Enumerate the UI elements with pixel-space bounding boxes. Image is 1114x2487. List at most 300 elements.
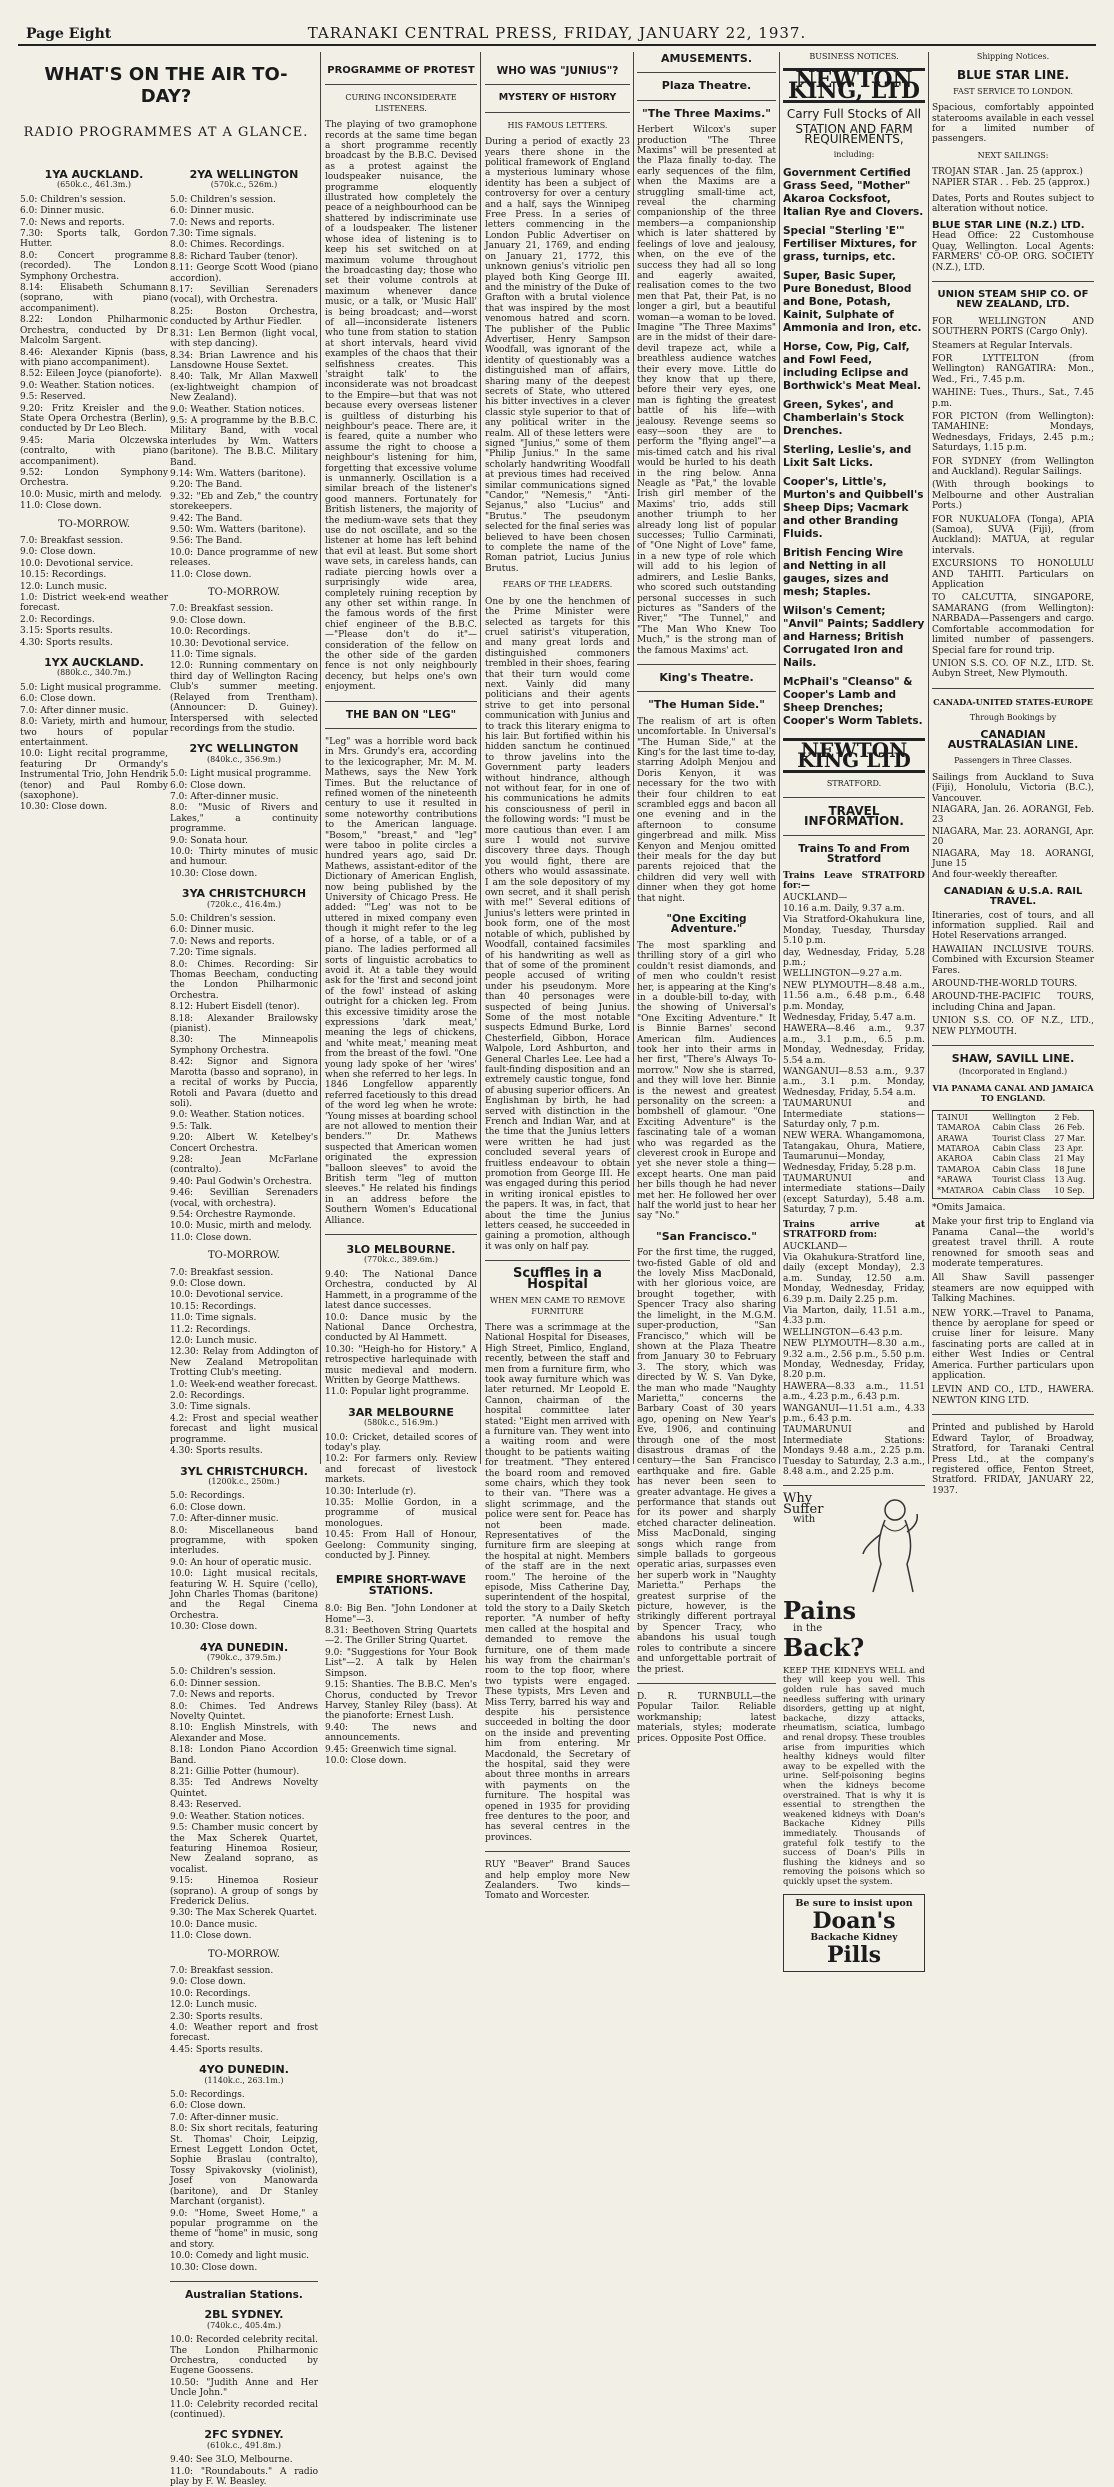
programme-item: 3.15: Sports results. — [20, 626, 113, 637]
programme-item: 9.52: London Symphony Orchestra. — [20, 467, 168, 489]
protest-subheading: CURING INCONSIDERATE LISTENERS. — [345, 93, 457, 113]
programme-item: 7.30: Sports talk, Gordon Hutter. — [20, 229, 168, 250]
programme-item: 4.2: Frost and special weather forecast and light musical programme. — [170, 1413, 318, 1445]
station-frequency: (1140k.c., 263.1m.) — [204, 2075, 284, 2085]
sailing-cell: Wellington — [992, 1112, 1036, 1122]
programme-item: 5.0: Light musical programme. — [170, 769, 312, 780]
station-name: 1YA AUCKLAND. — [44, 168, 144, 181]
divider — [783, 835, 925, 836]
programme-item: 2.30: Sports results. — [170, 2011, 263, 2022]
station-name: 2BL SYDNEY. — [204, 2308, 284, 2322]
programme-item: 10.30: Close down. — [20, 802, 108, 813]
canada-heading: CANADA-UNITED STATES-EUROPE — [933, 696, 1093, 707]
sailing-cell: 21 May — [1054, 1154, 1085, 1164]
programme-item: 8.18: Alexander Brailowsky (pianist). — [170, 1013, 318, 1035]
shipping-item: UNION S.S. CO. OF N.Z., LTD. St. Aubyn Street, New Plymouth. — [932, 658, 1094, 680]
programme-item: 9.0: Weather. Station notices. — [170, 404, 305, 415]
shipping-item: LEVIN AND CO., LTD., HAWERA. NEWTON KING LTD. — [932, 1385, 1094, 1406]
woman-illustration — [855, 1494, 925, 1594]
product-item: Special "Sterling 'E'" Fertiliser Mixtures, for grass, turnips, etc. — [783, 224, 917, 263]
blue-star-note: Dates, Ports and Routes subject to alteration without notice. — [932, 194, 1094, 215]
programme-item: 9.0: Weather. Station notices. — [20, 380, 155, 391]
tomorrow-label: TO-MORROW. — [57, 518, 131, 530]
page-number: Page Eight — [26, 26, 112, 42]
scuffles-body: There was a scrimmage at the National Hospital for Diseases, High Street, Pimlico, England, recently, between the staff and men from a furniture firm, who took away furniture which was later returned. Mr Leopold E. Cannon, chairman of the hospital committee later stated: "Eight men arrived with a furniture van. They went into a waiting room and were thought to be patients waiting for treatment. "They entered the board room and removed some chairs, which they took to their van. "There was a slight scrimmage, and the police were sent for. Peace has not been made. Representatives of the furniture firm are sleeping at the hospital at night. Members of the staff are in the next room." The heroine of the episode, Miss Catherine Day, superintendent of the hospital, told the story to a Daily Sketch reporter. "A number of hefty men called at the hospital and demanded to remove the furniture, one of them made his way from the chairman's room to the top floor, where two typists were engaged. These typists, Mrs Leven and Miss Terry, barred his way and despite his persistence succeeded in bolting the door on the inside and preventing him from entering. Mr Macdonald, the Secretary of the hospital, said they were about three months in arrears with payments on the furniture. The hospital was opened in 1935 for providing free dentures to the poor, and has several centres in the provinces. — [485, 1322, 630, 1843]
programme-item: 9.5: Reserved. — [20, 392, 86, 403]
column-rule — [928, 52, 929, 1464]
programme-item: 10.45: From Hall of Honour, Geelong: Community singing, conducted by J. Pinney. — [325, 1530, 477, 1562]
station-frequency: (580k.c., 516.9m.) — [363, 1418, 439, 1428]
programme-item: 9.45: Greenwich time signal. — [325, 1744, 457, 1755]
programme-item: 9.28: Jean McFarlane (contralto). — [170, 1154, 318, 1176]
programme-item: 10.0: Recordings. — [170, 1988, 251, 1999]
programme-item: 10.30: Interlude (r). — [325, 1486, 417, 1497]
station-name: 4YA DUNEDIN. — [199, 1640, 289, 1654]
empire-list — [325, 1604, 477, 1766]
divider — [485, 84, 630, 85]
programme-item: 12.0: Running commentary on third day of Wellington Racing Club's summer meeting. (Relayed from Trentham). (Announcer: D. Guiney). Interspersed with selected recordings from the studio. — [170, 661, 318, 734]
programme-item: 9.0: Close down. — [170, 1977, 246, 1988]
product-item: British Fencing Wire and Netting in all gauges, sizes and mesh; Staples. — [783, 546, 904, 598]
sailing-row — [935, 1165, 1091, 1175]
programme-item: 11.0: Close down. — [170, 1931, 252, 1942]
doans-back: Back? — [783, 1632, 865, 1662]
including-label: including: — [833, 150, 875, 160]
programme-item: 9.56: The Band. — [170, 536, 243, 547]
radio-heading: WHAT'S ON THE AIR TO-DAY? — [44, 64, 288, 107]
train-time: NEW PLYMOUTH—8.48 a.m., 11.56 a.m., 6.48 p.m., 6.48 p.m. Monday, — [783, 980, 925, 1012]
radio-stations-a — [20, 160, 168, 1460]
product-item: Sterling, Leslie's, and Lixit Salt Licks. — [783, 443, 912, 469]
australian-heading: Australian Stations. — [185, 2288, 303, 2301]
programme-item: 7.0: Breakfast session. — [170, 604, 274, 615]
programme-item: 4.0: Weather report and frost forecast. — [170, 2023, 318, 2044]
product-item: Government Certified Grass Seed, "Mother" Akaroa Cocksfoot, Italian Rye and Clovers. — [783, 166, 924, 218]
programme-item: 9.20: The Band. — [170, 480, 243, 491]
programme-item: 7.0: Breakfast session. — [170, 1267, 274, 1278]
tomorrow-label: TO-MORROW. — [207, 587, 281, 599]
sailing: NAPIER STAR . . Feb. 25 (approx.) — [932, 177, 1090, 188]
sailing-row — [935, 1186, 1091, 1196]
programme-item: 7.0: News and reports. — [170, 936, 275, 947]
programme-item: 9.0: Close down. — [20, 547, 96, 558]
shipping-item: EXCURSIONS TO HONOLULU AND TAHITI. Particulars on Application — [932, 559, 1094, 591]
programme-item: 10.30: Devotional service. — [170, 638, 289, 649]
programme-item: 9.0: "Home, Sweet Home," a popular programme on the theme of "home" in music, song and story. — [170, 2208, 318, 2250]
film-body: For the first time, the rugged, two-fisted Gable of old and the lovely Miss MacDonald, with her glorious voice, are brought together, with Spencer Tracy also sharing the limelight, in the M.G.M. super-production, "San Francisco," which will be shown at the Plaza Theatre from January 30 to February 3. The story, which was directed by W. S. Van Dyke, the man who made "Naughty Marietta," concerns the Barbary Coast of 30 years ago, opening on New Year's Eve, 1906, and continuing through one of the most disastrous dramas of the century—the San Francisco earthquake and fire. Gable has never been seen to greater advantage. He gives a performance that stands out for its power and sharply etched character delineation. Miss MacDonald, singing songs which range from simple ballads to gorgeous operatic arias, surpasses even her superb work in "Naughty Marietta." Perhaps the greatest surprise of the picture, however, is the strikingly different portrayal by Spencer Tracy, who abandons his usual tough roles to contribute a sincere and unforgettable portrait of the priest. — [637, 1248, 776, 1675]
sailing-cell: Tourist Class — [992, 1175, 1045, 1185]
radio-subheading: RADIO PROGRAMMES AT A GLANCE. — [23, 125, 309, 140]
programme-item: 6.0: Close down. — [170, 2101, 246, 2112]
newton-king-logo: NEWTON KING, LTD — [783, 68, 925, 103]
programme-item: 9.15: Hinemoa Rosieur (soprano). A group of songs by Frederick Delius. — [170, 1876, 318, 1907]
shipping-item: FOR SYDNEY (from Wellington and Auckland). Regular Sailings. — [932, 456, 1094, 477]
programme-item: 8.34: Brian Lawrence and his Lansdowne House Sextet. — [170, 350, 318, 371]
film-title: "One Exciting Adventure." — [666, 913, 747, 936]
product-list — [783, 167, 925, 728]
protest-column — [325, 52, 477, 1766]
programme-item: 8.35: Ted Andrews Novelty Quintet. — [170, 1778, 318, 1799]
shipping-item: NIAGARA, Jan. 26. AORANGI, Feb. 23 — [932, 804, 1094, 826]
sailing-row — [935, 1134, 1091, 1144]
sailing-cell: TAMAROA — [937, 1123, 981, 1133]
train-time: NEW PLYMOUTH—8.30 a.m., 9.32 a.m., 2.56 p.m., 5.50 p.m. Monday, Wednesday, Friday, 8.20 p.m. — [783, 1339, 925, 1381]
programme-item: 8.40: Talk, Mr Allan Maxwell (ex-lightweight champion of New Zealand). — [170, 372, 318, 404]
doans-in: in the — [793, 1623, 823, 1635]
shipping-item: Sailings from Auckland to Suva (Fiji), Honolulu, Victoria (B.C.), Vancouver. — [932, 772, 1094, 804]
blue-star-nz: BLUE STAR LINE (N.Z.) LTD. — [932, 219, 1085, 231]
column-rule — [633, 52, 634, 1464]
sailing-cell: 27 Mar. — [1054, 1133, 1086, 1143]
programme-item: 11.0: Popular light programme. — [325, 1387, 469, 1398]
train-time: AUCKLAND— — [783, 892, 848, 903]
programme-item: 8.0: Variety, mirth and humour, two hours of popular entertainment. — [20, 717, 168, 748]
shipping-item: HAWAIIAN INCLUSIVE TOURS. Combined with Excursion Steamer Fares. — [932, 944, 1094, 976]
train-time: WANGANUI—8.53 a.m., 9.37 a.m., 3.1 p.m. Monday, Wednesday, Friday, 5.54 a.m. — [783, 1067, 925, 1098]
product-item: Green, Sykes', and Chamberlain's Stock Drenches. — [783, 398, 904, 437]
station-name: 3YL CHRISTCHURCH. — [180, 1464, 308, 1478]
divider — [485, 1851, 630, 1852]
station-frequency: (650k.c., 461.3m.) — [56, 180, 132, 190]
product-item: McPhail's "Cleanso" & Cooper's Lamb and Sheep Drenches; Cooper's Worm Tablets. — [783, 675, 923, 727]
programme-item: 8.18: London Piano Accordion Band. — [170, 1745, 318, 1766]
doans-pains: Pains — [783, 1596, 857, 1626]
shipping-item: FOR LYTTELTON (from Wellington) RANGATIRA: Mon., Wed., Fri., 7.45 p.m. — [932, 353, 1094, 385]
blue-star-sub: FAST SERVICE TO LONDON. — [953, 86, 1073, 96]
programme-item: 9.20: Albert W. Ketelbey's Concert Orchestra. — [170, 1133, 318, 1154]
station-frequency: (740k.c., 405.4m.) — [206, 2320, 282, 2330]
programme-item: 11.0: Time signals. — [170, 1313, 257, 1324]
train-time: day, Wednesday, Friday, 5.28 p.m.; — [783, 947, 925, 968]
shipping-item: FOR WELLINGTON AND SOUTHERN PORTS (Cargo Only). — [932, 316, 1094, 338]
programme-item: 9.46: Sevillian Serenaders (vocal, with orchestra). — [170, 1188, 318, 1209]
sailing-cell: MATAROA — [937, 1143, 980, 1153]
station-list — [20, 170, 168, 813]
programme-item: 11.0: Close down. — [170, 1232, 252, 1243]
sailings-table-box — [932, 1110, 1094, 1199]
sailing-cell: Cabin Class — [992, 1164, 1041, 1174]
station-farm: STATION AND FARM REQUIREMENTS, — [795, 121, 913, 147]
tomorrow-label: TO-MORROW. — [207, 1250, 281, 1262]
programme-item: 10.35: Mollie Gordon, in a programme of musical monologues. — [325, 1498, 477, 1529]
programme-item: 9.40: The National Dance Orchestra, conducted by Al Hammett, in a programme of the latest dance successes. — [325, 1269, 477, 1312]
train-time: TAUMARUNUI and Intermediate stations—Saturday only, 7 p.m. — [783, 1099, 925, 1131]
product-item: Cooper's, Little's, Murton's and Quibbell's Sheep Dips; Vacmark and other Branding Fluids. — [783, 475, 924, 540]
trains-arrive-heading: Trains arrive at STRATFORD from: — [783, 1219, 925, 1241]
train-time: Via Okahukura-Stratford line, daily (except Monday), 2.3 a.m. Sunday, 12.50 a.m. Monday, Wednesday, Friday, 6.39 p.m. Daily 2.25 p.m. — [783, 1252, 925, 1305]
programme-item: 5.0: Children's session. — [170, 194, 276, 205]
trains-leave-heading: Trains Leave STRATFORD for:— — [783, 870, 925, 892]
stratford-label: STRATFORD. — [826, 778, 882, 788]
sailing-cell: Cabin Class — [992, 1123, 1041, 1133]
programme-item: 9.54: Orchestre Raymonde. — [170, 1209, 296, 1220]
programme-item: 10.30: Close down. — [170, 2262, 258, 2273]
programme-item: 8.0: "Music of Rivers and Lakes," a continuity programme. — [170, 803, 318, 835]
programme-item: 7.0: After-dinner music. — [170, 1514, 279, 1525]
programme-item: 2.0: Recordings. — [170, 1391, 245, 1402]
programme-item: 9.40: The news and announcements. — [325, 1722, 477, 1744]
programme-item: 8.8: Richard Tauber (tenor). — [170, 251, 299, 262]
divider — [637, 691, 776, 692]
shipping-item: AROUND-THE-WORLD TOURS. — [932, 979, 1078, 990]
newton-king-logo-2: NEWTON KING LTD — [783, 738, 925, 773]
doans-body: KEEP THE KIDNEYS WELL and they will keep you well. This golden rule has saved much needless suffering with urinary disorders, getting up at night, backache, dizzy attacks, rheumatism, sciatica, lumbago and renal dropsy. These troubles arise from impurities which healthy kidneys would filter away to be expelled with the urine. Self-poisoning begins when the kidneys become overstrained. That is why it is essential to strengthen the weakened kidneys with Doan's Backache Kidney Pills immediately. Thousands of grateful folk testify to the success of Doan's Pills in flushing the kidneys and so removing the poisons which so quickly upset the system. — [783, 1665, 925, 1887]
radio-stations-b — [170, 160, 318, 2487]
divider — [932, 688, 1094, 689]
sailing-cell: *MATAROA — [937, 1185, 984, 1195]
programme-item: 6.0: Dinner music. — [170, 925, 255, 936]
programme-item: 9.40: Paul Godwin's Orchestra. — [170, 1176, 312, 1187]
programme-item: 11.0: "Roundabouts." A radio play by F. W. Beasley. — [170, 2466, 318, 2487]
station-name: 2YC WELLINGTON — [189, 742, 299, 756]
programme-item: 4.30: Sports results. — [170, 1446, 263, 1457]
sailing-row — [935, 1144, 1091, 1154]
programme-item: 8.0: Big Ben. "John Londoner at Home"—3. — [325, 1604, 477, 1625]
programme-item: 9.0: Weather. Station notices. — [170, 1811, 305, 1822]
sailing-cell: ARAWA — [937, 1133, 968, 1143]
programme-item: 12.0: Lunch music. — [20, 581, 107, 592]
station-frequency: (610k.c., 491.8m.) — [206, 2440, 282, 2450]
film-body: The most sparkling and thrilling story of a girl who couldn't resist diamonds, and of men who couldn't resist her, is appearing at the King's in a double-bill to-day, with the showing of Universal's "One Exciting Adventure." It is Binnie Barnes' second American film. Audiences took her into their arms in her first, "There's Always To-morrow." Now she is starred, and they will love her. Binnie is the newest and greatest personality on the screen: a bombshell of glamour. "One Exciting Adventure" is the fascinating tale of a woman who was regarded as the cleverest crook in Europe and yet she never stole a thing—except hearts. One man paid her bills though he had never met her. He followed her over half the world just to hear her say "No." — [637, 940, 776, 1222]
station-name: 2FC SYDNEY. — [204, 2428, 284, 2442]
shipping-item: AROUND-THE-PACIFIC TOURS, including China and Japan. — [932, 992, 1094, 1013]
ban-body: "Leg" was a horrible word back in Mrs. Grundy's era, according to the lexicographer, Mr. M. M. Mathews, says the New York Times. But the reluctance of refined women of the nineteenth century to use it resulted in some noteworthy contributions to the American language. "Bosom," "breast," and "leg" were taboo in polite circles a hundred years ago, said Dr. Mathews, assistant-editor of the Dictionary of American English, now being published by the University of Chicago Press. He added: "'Leg' was not to be uttered in mixed company even though it might refer to the leg of a horse, of a table, or of a piano. The ladies performed all sorts of linguistic acrobatics to avoid it. At a table they would ask for the 'first and second joint of the fowl' instead of asking outright for a chicken leg. From this excessive timidity arose the expressions 'dark meat,' meaning the legs of chickens, and 'white meat,' meaning meat from the breast of the fowl. "One young lady spoke of her 'wires' when she referred to her legs. In 1846 Longfellow apparently referred facetiously to this dread of the word leg when he wrote: 'Young misses at boarding school are not allowed to mention their benders.'" Dr. Mathews suspected that American women originated the expression "balloon sleeves" to avoid the British term "leg of mutton sleeves." He related his findings in an address before the Southern Women's Educational Alliance. — [325, 736, 477, 1226]
programme-item: 8.17: Sevillian Serenaders (vocal), with Orchestra. — [170, 285, 318, 306]
train-time: WANGANUI—11.51 a.m., 4.33 p.m., 6.43 p.m. — [783, 1403, 925, 1424]
sailing-row — [935, 1123, 1091, 1133]
scuffles-subheading: WHEN MEN CAME TO REMOVE FURNITURE — [489, 1296, 626, 1316]
product-item: Super, Basic Super, Pure Bonedust, Blood and Bone, Potash, Kainit, Sulphate of Ammonia and Iron, etc. — [783, 269, 922, 334]
programme-item: 4.45: Sports results. — [170, 2044, 263, 2055]
station-name: 1YX AUCKLAND. — [44, 656, 144, 670]
doans-why: Why Suffer — [783, 1491, 824, 1517]
business-label: BUSINESS NOTICES. — [809, 52, 899, 61]
doans-with: with — [793, 1514, 816, 1526]
programme-item: 6.0: Dinner music. — [170, 206, 255, 217]
programme-item: 9.0: Close down. — [170, 1279, 246, 1289]
shipping-item: And four-weekly thereafter. — [932, 870, 1058, 881]
programme-item: 5.0: Children's session. — [170, 1667, 276, 1678]
train-time: Via Stratford-Okahukura line, Monday, Tuesday, Thursday 5.10 p.m. — [783, 915, 925, 947]
programme-item: 10.0: Dance programme of new releases. — [170, 547, 318, 569]
programme-item: 9.0: Close down. — [170, 615, 246, 626]
programme-item: 9.50: Wm. Watters (baritone). — [170, 525, 306, 535]
junius-body: During a period of exactly 23 years there shone in the political framework of England a mysterious luminary whose identity has been a subject of controversy for over a century and a half, says the Winnipeg Free Press. In a series of letters commencing in the London Public Advertiser on January 21, 1769, and ending on January 21, 1772, this unknown genius's vitriolic pen played both King George III. and the ministry of the Duke of Grafton with a brutal violence that was inspired by the most venomous hatred and scorn. The publisher of the Public Advertiser, Henry Sampson Woodfall, was ignorant of the identity of questionably was a distinguished man of affairs, sharing many of the deepest secrets of State, who uttered his bitter invectives in a clever classic style superior to that of any political writer in the realm. All of these letters were signed "Junius," some of them "Philip Junius." In the same scholarly handwriting Woodfall at previous times had received similar communications signed "Candor," "Nemesis," "Anti-Sejanus," also "Lucius" and "Brutus." The pseudonym selected for the final series was believed to have been chosen to complete the name of the Roman patriot, Lucius Junius Brutus. — [485, 137, 630, 574]
programme-item: 4.30: Sports results. — [20, 637, 113, 648]
divider — [932, 1414, 1094, 1415]
sailing-cell: Cabin Class — [992, 1154, 1041, 1164]
programme-item: 5.0: Children's session. — [170, 914, 276, 924]
programme-item: 10.0: Dance music by the National Dance Orchestra, conducted by Al Hammett. — [325, 1312, 477, 1344]
train-time: NEW WERA. Whangamomona, Tatangakau, Ohura, Matiere, Taumarunui—Monday, Wednesday, Friday, 5.28 p.m. — [783, 1131, 925, 1173]
programme-item: 5.0: Children's session. — [20, 194, 126, 205]
trains-heading: Trains To and From Stratford — [798, 842, 910, 866]
programme-item: 6.0: Dinner session. — [170, 1678, 261, 1689]
programme-item: 7.0: Breakfast session. — [20, 536, 124, 546]
empire-heading: EMPIRE SHORT-WAVE STATIONS. — [335, 1573, 467, 1597]
shaw-savill-heading: SHAW, SAVILL LINE. — [951, 1052, 1075, 1066]
programme-item: 7.0: After-dinner music. — [170, 791, 279, 802]
programme-item: 7.0: After dinner music. — [20, 705, 129, 716]
sailing-cell: Cabin Class — [992, 1185, 1041, 1195]
programme-item: 11.0: Time signals. — [170, 650, 257, 661]
imprint: Printed and published by Harold Edward Taylor, of Broadway, Stratford, for Taranaki Central Press Ltd., at the company's registered office, Fenton Street, Stratford. FRIDAY, JANUARY 22, 1937. — [932, 1423, 1094, 1496]
programme-item: 10.15: Recordings. — [20, 570, 107, 581]
shaw-list — [932, 1217, 1094, 1406]
train-time: Via Marton, daily, 11.51 a.m., 4.33 p.m. — [783, 1305, 925, 1327]
canadian-list — [932, 773, 1094, 881]
programme-item: 2.0: Recordings. — [20, 614, 95, 625]
programme-item: 12.0: Lunch music. — [170, 2000, 257, 2011]
doans-name: Doan's — [812, 1907, 896, 1934]
column-rule — [320, 52, 321, 1464]
doans-box — [783, 1894, 925, 1973]
programme-item: 10.0: Recordings. — [170, 627, 251, 638]
station-frequency: (570k.c., 526m.) — [210, 180, 278, 190]
programme-item: 8.30: The Minneapolis Symphony Orchestra. — [170, 1035, 318, 1056]
doans-insist: Be sure to insist upon — [795, 1897, 913, 1909]
shipping-item: UNION S.S. CO. OF N.Z., LTD., NEW PLYMOUTH. — [932, 1016, 1094, 1037]
blue-star-heading: BLUE STAR LINE. — [957, 68, 1069, 83]
programme-item: 9.0: "Suggestions for Your Book List"—2. A talk by Helen Simpson. — [325, 1647, 477, 1679]
station-continued — [170, 1035, 318, 2487]
programme-item: 8.31: Len Bermon (light vocal, with step dancing). — [170, 328, 318, 350]
shipping-item: Itineraries, cost of tours, and all information supplied. Rail and Hotel Reservations arranged. — [932, 910, 1094, 942]
programme-item: 8.52: Eileen Joyce (pianoforte). — [20, 369, 163, 380]
trains-leave-list — [783, 893, 925, 1216]
divider — [932, 281, 1094, 282]
programme-item: 9.14: Wm. Watters (baritone). — [170, 468, 306, 479]
programme-item: 7.20: Time signals. — [170, 948, 257, 959]
protest-body: The playing of two gramophone records at the same time began a short programme recently broadcast by the B.B.C. Devised as a protest against the loudspeaker nuisance, the programme eloquently illustrated how completely the peace of a neighbourhood can be shattered by indiscriminate use of a loudspeaker. The listener whose idea of listening is to keep his set switched on at maximum volume throughout the broadcasting day; those who set their volume controls at maximum whenever dance music, or a talk, or 'Music Hall' is being broadcast; and—worst of all—inconsiderate listeners who tune from station to station at short intervals, heard vivid examples of the chaos that their selfishness creates. This 'straight talk' to the inconsiderate was not broadcast to the Empire—but that was not because every overseas listener is guiltless of disturbing his neighbour's peace. There are, it is feared, quite a number who assume the right to choose a neighbour's listening for him, forgetting that excessive volume is unmannerly. Oscillation is a similar breach of the listener's good manners. Fortunately for British listeners, the majority of the medium-wave sets that they use do not oscillate, and so the listener at home has left behind that evil at least. But some short wave sets, in careless hands, can radiate piercing howls over a surprisingly wide area, completely ruining reception by any other set within range. In the famous words of the first chief engineer of the B.B.C.—"Please don't do it"—consideration of the fellow on the other side of the garden fence is not only neighbourly decency, but helps one's own enjoyment. — [325, 120, 477, 693]
shipping-item: All Shaw Savill passenger steamers are now equipped with Talking Machines. — [932, 1273, 1094, 1305]
programme-item: 11.0: Close down. — [170, 569, 252, 580]
shipping-item: FOR NUKUALOFA (Tonga), APIA (Samoa), SUVA (Fiji), (from Auckland): MATUA, at regular intervals. — [932, 514, 1094, 556]
programme-item: 6.0: Close down. — [20, 694, 96, 705]
programme-item: 10.30: "Heigh-ho for History." A retrospective harlequinade with music medieval and modern. Written by George Matthews. — [325, 1344, 477, 1386]
carry-stocks: Carry Full Stocks of All — [786, 107, 922, 122]
protest-heading: PROGRAMME OF PROTEST — [327, 65, 475, 76]
programme-item: 5.0: Light musical programme. — [20, 682, 162, 693]
programme-item: 8.12: Hubert Eisdell (tenor). — [170, 1002, 300, 1013]
amusements-heading: AMUSEMENTS. — [660, 52, 753, 65]
shaw-savill-sub: (Incorporated in England.) — [958, 1066, 1068, 1076]
programme-item: 8.0: Six short recitals, featuring St. Thomas' Choir, Leipzig, Ernest Leggett London Octet, Sophie Braslau (contralto), Tossy Spivakovsky (violinist), Josef von Manowarda (baritone), and Dr Stanley Marchant (organist). — [170, 2124, 318, 2208]
product-item: Wilson's Cement; "Anvil" Paints; Saddlery and Harness; British Corrugated Iron and Nails. — [783, 604, 925, 669]
shipping-column — [932, 52, 1094, 1496]
programme-item: 5.0: Recordings. — [170, 2090, 245, 2101]
station-name: 3AR MELBOURNE — [348, 1405, 454, 1419]
train-time: AUCKLAND— — [783, 1241, 848, 1252]
programme-item: 10.0: Comedy and light music. — [170, 2251, 310, 2262]
programme-item: 10.0: Music, mirth and melody. — [20, 489, 162, 500]
programme-item: 6.0: Dinner music. — [20, 206, 105, 217]
film-body: Herbert Wilcox's super production "The Three Maxims" will be presented at the Plaza finally to-day. The early sequences of the film, when the Maxims are a struggling small-time act, reveal the charming companionship of the three members—a companionship which is later shattered by feelings of love and jealousy, when, on the eve of the success they had all so long and eagerly awaited, realisation comes to the two men that Pat, their Pat, is no longer a girl, but a beautiful woman—a woman to be loved. Imagine "The Three Maxims" are in the midst of their dare-devil trapeze act, while a breathless audience watches their every move. Little do they know that up there, before their very eyes, one man is fighting the greatest battle of his life—with jealousy. Revenge seems so easy—soon they are to perform the "flying angel"—a mis-timed catch and his rival would be hurled to his death in the ring below. Anna Neagle as "Pat," the lovable Irish girl member of the Maxims' trio, adds still another triumph to her already long list of popular successes; Tullio Carminati, of "One Night of Love" fame, in a new type of role which will add to his legion of admirers, and Leslie Banks, who scored such outstanding personal successes in such pictures as "Sanders of the River," "The Tunnel," and "The Man Who Knew Too Much," is the strong man of the famous Maxims' act. — [637, 125, 776, 656]
sailing-row — [935, 1113, 1091, 1123]
programme-item: 6.0: Close down. — [170, 1502, 246, 1513]
programme-item: 8.22: London Philharmonic Orchestra, conducted by Dr Malcolm Sargent. — [20, 315, 168, 347]
junius-heading-2: MYSTERY OF HISTORY — [498, 92, 617, 104]
turnbull-ad: D. R. TURNBULL—the Popular Tailor. Reliable workmanship; latest materials, styles; moderate prices. Opposite Post Office. — [637, 1691, 776, 1744]
shipping-item: NEW YORK.—Travel to Panama, thence by aeroplane for speed or cruise liner for leisure. Many fascinating ports are called at in either West Indies or Central America. Further particulars upon application. — [932, 1308, 1094, 1382]
sailing-cell: Cabin Class — [992, 1143, 1041, 1153]
train-time: WELLINGTON—6.43 p.m. — [783, 1327, 903, 1338]
doans-backache: Backache Kidney — [810, 1932, 898, 1943]
station-list — [325, 1245, 477, 1561]
programme-item: 9.5: Chamber music concert by the Max Scherek Quartet, featuring Hinemoa Rosieur, New Zealand soprano, as vocalist. — [170, 1823, 318, 1875]
programme-item: 9.0: Sonata hour. — [170, 835, 248, 846]
column-rule — [779, 52, 780, 1464]
shipping-item: FOR PICTON (from Wellington): TAMAHINE: Mondays, Wednesdays, Fridays, 2.45 p.m.; Saturdays, 1.15 p.m. — [932, 411, 1094, 454]
film-body: The realism of art is often uncomfortable. In Universal's "The Human Side," at the King's for the last time to-day, starring Adolph Menjou and Doris Kenyon, it was necessary for the two with their four children to eat scrambled eggs and bacon all one evening and in the afternoon to consume gingerbread and milk. Miss Kenyon and Menjou omitted their meals for the day but parents rejoiced that the children did very well with dinner when they got home that night. — [637, 716, 776, 904]
station-frequency: (880k.c., 340.7m.) — [56, 668, 132, 678]
sailing-cell: 23 Apr. — [1054, 1143, 1084, 1153]
column-rule — [480, 52, 481, 1464]
tomorrow-label: TO-MORROW. — [207, 1948, 281, 1960]
divider — [637, 100, 776, 101]
programme-item: 8.43: Reserved. — [170, 1800, 242, 1811]
business-column — [783, 52, 925, 1969]
programme-item: 3.0: Time signals. — [170, 1402, 251, 1413]
shaw-savill-via: VIA PANAMA CANAL AND JAMAICA TO ENGLAND. — [932, 1082, 1094, 1104]
programme-item: 7.0: Breakfast session. — [170, 1965, 274, 1976]
shaw-note: *Omits Jamaica. — [932, 1202, 1006, 1213]
sailing-cell: 10 Sep. — [1054, 1185, 1085, 1195]
programme-item: 8.14: Elisabeth Schumann (soprano, with piano accompaniment). — [20, 283, 168, 314]
programme-item: 9.40: See 3LO, Melbourne. — [170, 2455, 293, 2466]
programme-item: 10.0: Music, mirth and melody. — [170, 1221, 312, 1232]
divider — [325, 1234, 477, 1235]
programme-item: 8.0: Miscellaneous band programme, with spoken interludes. — [170, 1525, 318, 1557]
travel-heading: TRAVEL INFORMATION. — [804, 804, 904, 829]
canadian-rail-list — [932, 911, 1094, 1037]
sailing-row — [935, 1175, 1091, 1185]
sailing: TROJAN STAR . Jan. 25 (approx.) — [932, 167, 1083, 178]
train-time: TAUMARUNUI and Intermediate Stations: Mondays 9.48 a.m., 2.25 p.m. Tuesday to Saturday, 2.3 a.m., 8.48 a.m., and 2.25 p.m. — [783, 1425, 925, 1478]
divider — [637, 72, 776, 73]
divider — [485, 112, 630, 113]
programme-item: 10.0: Light musical recitals, featuring W. H. Squire ('cello), John Charles Thomas (baritone) and the Regal Cinema Orchestra. — [170, 1569, 318, 1621]
divider — [325, 701, 477, 702]
programme-item: 7.0: News and reports. — [20, 217, 125, 228]
programme-item: 7.0: News and reports. — [170, 1690, 275, 1701]
programme-item: 12.30: Relay from Addington of New Zealand Metropolitan Trotting Club's meeting. — [170, 1347, 318, 1379]
programme-item: 10.0: Close down. — [325, 1755, 407, 1766]
programme-item: 11.0: Close down. — [20, 501, 102, 512]
train-time: 10.16 a.m. Daily, 9.37 a.m. — [783, 903, 905, 914]
junius-column — [485, 52, 630, 1902]
divider — [637, 1683, 776, 1684]
shipping-item: NIAGARA, May 18. AORANGI, June 15 — [932, 848, 1094, 869]
shipping-item: Make your first trip to England via Panama Canal—the world's greatest travel thrill. A route renowned for smooth seas and moderate temperatures. — [932, 1217, 1094, 1269]
sailing-cell: 2 Feb. — [1054, 1112, 1080, 1122]
station-name: 4YO DUNEDIN. — [199, 2063, 289, 2077]
divider — [325, 728, 477, 729]
programme-item: 8.42: Signor and Signora Marotta (basso and soprano), in a recital of works by Puccia, Rotoli and Pavara (duetto and soli). — [170, 1057, 318, 1109]
programme-item: 5.0: Recordings. — [170, 1491, 245, 1502]
blue-star-body: Spacious, comfortably appointed staterooms available in each vessel for a limited number of passengers. — [932, 103, 1094, 145]
programme-item: 10.0: Light recital programme, featuring Dr Ormandy's Instrumental Trio, John Hendrik (tenor) and Paul Romby (saxophone). — [20, 749, 168, 801]
programme-item: 9.0: Weather. Station notices. — [170, 1110, 305, 1121]
shipping-item: WAHINE: Tues., Thurs., Sat., 7.45 p.m. — [932, 388, 1094, 409]
programme-item: 11.0: Celebrity recorded recital (continued). — [170, 2399, 318, 2420]
station-frequency: (840k.c., 356.9m.) — [206, 754, 282, 764]
programme-item: 8.0: Chimes. Recording: Sir Thomas Beecham, conducting the London Philharmonic Orchestra. — [170, 959, 318, 1001]
junius-body-2: One by one the henchmen of the Prime Minister were selected as targets for this cruel satirist's vituperation, and many great lords and distinguished commoners trembled in their shoes, fearing that their turn would come next. Vainly did many politicians and their agents strive to get into personal communication with Junius and to track this literary enigma to his lair. But fortified within his hidden sanctum he continued to throw javelins into the Government party leaders without hindrance, although not without fear, for in one of his communications he admits his consciousness of peril in the following words: "I must be more cautious than ever. I am sure I would not survive discovery three days. Though you would fight, there are others who would assassinate. I am the sole depository of my own secret, and it shall perish with me!" Several editions of Junius's letters were printed in book form, one of the most notable of which, published by Woodfall, contained facsimiles of his handwriting as well as that of some of the prominent people accused of writing under his pseudonym. More than 40 personages were suspected of being Junius. Some of the most notable suspects Edmund Burke, Lord Chesterfield, Gibbon, Horace Walpole, Lord Ashburton, and General Charles Lee. Lee had a fault-finding disposition and an extremely caustic tongue, fond of abusing superior officers. An Englishman by birth, he had served with distinction in the French and Indian War, and at the time that the Junius letters were written he had just concluded several years of fruitless endeavour to obtain promotion from George III. He was engaged during this period in writing ironical epistles to the papers. It was, in fact, that about the time the Junius letters ceased, he succeeded in gaining a promotion, although it was only on half pay. — [485, 596, 630, 1252]
programme-item: 7.0: After-dinner music. — [170, 2112, 279, 2123]
programme-item: 1.0: Week-end weather forecast. — [170, 1379, 318, 1390]
junius-heading: WHO WAS "JUNIUS"? — [496, 65, 619, 77]
